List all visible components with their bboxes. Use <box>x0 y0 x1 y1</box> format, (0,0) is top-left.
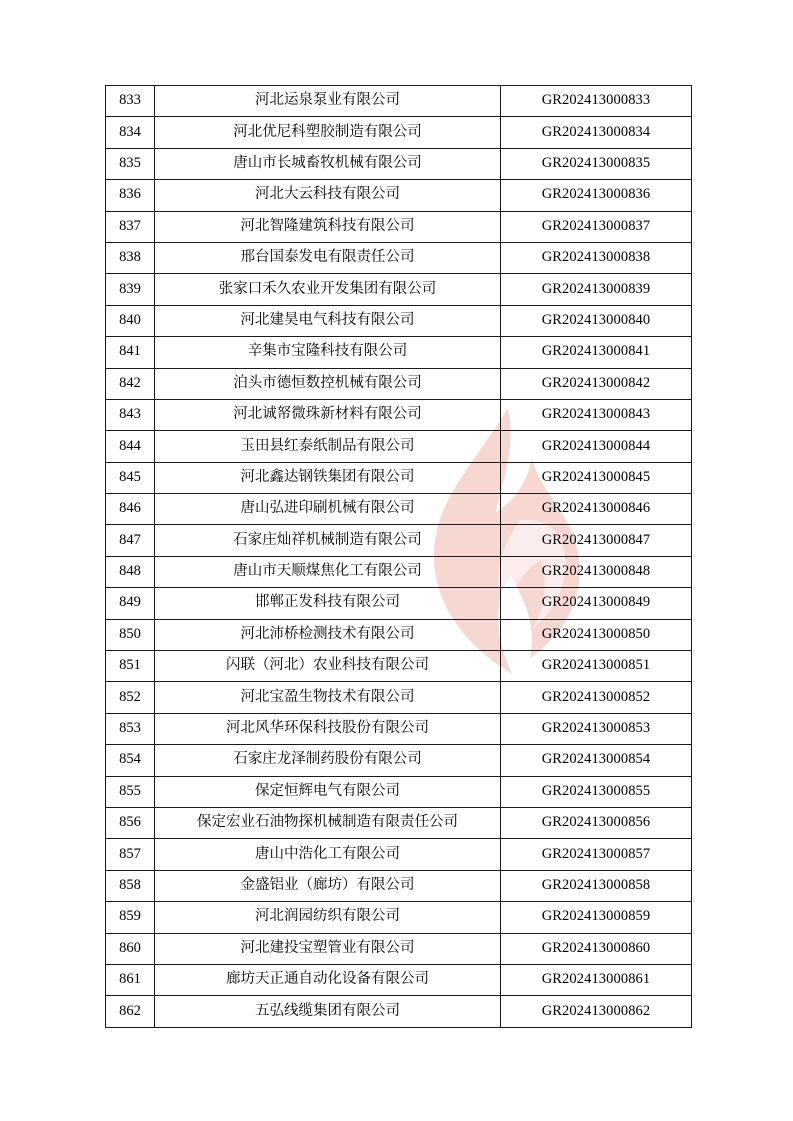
table-row <box>106 933 692 964</box>
row-company-name: 河北智隆建筑科技有限公司 <box>155 211 501 242</box>
row-certificate-number: GR202413000844 <box>501 431 692 462</box>
row-certificate-number: GR202413000856 <box>501 807 692 838</box>
row-index: 836 <box>106 180 155 211</box>
row-certificate-number: GR202413000834 <box>501 117 692 148</box>
table-row <box>106 776 692 807</box>
table-row <box>106 431 692 462</box>
row-company-name: 河北诚帑微珠新材料有限公司 <box>155 399 501 430</box>
row-company-name: 唐山弘进印刷机械有限公司 <box>155 494 501 525</box>
table-body <box>106 86 692 1028</box>
table-row <box>106 399 692 430</box>
row-company-name: 玉田县红泰纸制品有限公司 <box>155 431 501 462</box>
row-index: 843 <box>106 399 155 430</box>
row-certificate-number: GR202413000840 <box>501 305 692 336</box>
row-index: 834 <box>106 117 155 148</box>
row-company-name: 河北优尼科塑胶制造有限公司 <box>155 117 501 148</box>
row-certificate-number: GR202413000851 <box>501 651 692 682</box>
row-company-name: 保定宏业石油物探机械制造有限责任公司 <box>155 807 501 838</box>
table-row <box>106 807 692 838</box>
row-certificate-number: GR202413000836 <box>501 180 692 211</box>
row-company-name: 邯郸正发科技有限公司 <box>155 588 501 619</box>
row-certificate-number: GR202413000849 <box>501 588 692 619</box>
table-row <box>106 682 692 713</box>
row-certificate-number: GR202413000858 <box>501 870 692 901</box>
row-index: 853 <box>106 713 155 744</box>
row-certificate-number: GR202413000847 <box>501 525 692 556</box>
table-row <box>106 902 692 933</box>
row-company-name: 廊坊天正通自动化设备有限公司 <box>155 964 501 995</box>
table-row <box>106 462 692 493</box>
row-certificate-number: GR202413000837 <box>501 211 692 242</box>
row-certificate-number: GR202413000861 <box>501 964 692 995</box>
row-company-name: 河北建投宝塑管业有限公司 <box>155 933 501 964</box>
row-index: 844 <box>106 431 155 462</box>
row-certificate-number: GR202413000853 <box>501 713 692 744</box>
row-certificate-number: GR202413000859 <box>501 902 692 933</box>
row-index: 860 <box>106 933 155 964</box>
certificate-table <box>105 85 692 1028</box>
row-index: 848 <box>106 556 155 587</box>
row-company-name: 五弘线缆集团有限公司 <box>155 996 501 1027</box>
row-company-name: 河北鑫达钢铁集团有限公司 <box>155 462 501 493</box>
row-index: 859 <box>106 902 155 933</box>
row-certificate-number: GR202413000848 <box>501 556 692 587</box>
table-row <box>106 713 692 744</box>
row-company-name: 邢台国泰发电有限责任公司 <box>155 242 501 273</box>
row-index: 847 <box>106 525 155 556</box>
row-index: 841 <box>106 337 155 368</box>
row-index: 857 <box>106 839 155 870</box>
table-row <box>106 148 692 179</box>
row-index: 852 <box>106 682 155 713</box>
table-row <box>106 839 692 870</box>
row-company-name: 石家庄灿祥机械制造有限公司 <box>155 525 501 556</box>
row-certificate-number: GR202413000833 <box>501 86 692 117</box>
row-index: 833 <box>106 86 155 117</box>
row-company-name: 唐山市天顺煤焦化工有限公司 <box>155 556 501 587</box>
row-index: 855 <box>106 776 155 807</box>
row-company-name: 闪联（河北）农业科技有限公司 <box>155 651 501 682</box>
row-certificate-number: GR202413000838 <box>501 242 692 273</box>
row-index: 849 <box>106 588 155 619</box>
row-certificate-number: GR202413000854 <box>501 745 692 776</box>
table-row <box>106 117 692 148</box>
row-company-name: 河北沛桥检测技术有限公司 <box>155 619 501 650</box>
row-index: 862 <box>106 996 155 1027</box>
table-row <box>106 337 692 368</box>
row-index: 861 <box>106 964 155 995</box>
row-index: 845 <box>106 462 155 493</box>
table-row <box>106 870 692 901</box>
row-index: 856 <box>106 807 155 838</box>
table-row <box>106 556 692 587</box>
table-row <box>106 180 692 211</box>
row-company-name: 金盛铝业（廊坊）有限公司 <box>155 870 501 901</box>
row-index: 838 <box>106 242 155 273</box>
row-company-name: 河北风华环保科技股份有限公司 <box>155 713 501 744</box>
row-company-name: 河北大云科技有限公司 <box>155 180 501 211</box>
row-certificate-number: GR202413000852 <box>501 682 692 713</box>
row-index: 851 <box>106 651 155 682</box>
row-company-name: 石家庄龙泽制药股份有限公司 <box>155 745 501 776</box>
row-company-name: 辛集市宝隆科技有限公司 <box>155 337 501 368</box>
row-certificate-number: GR202413000850 <box>501 619 692 650</box>
table-row <box>106 211 692 242</box>
row-index: 854 <box>106 745 155 776</box>
table-row <box>106 274 692 305</box>
row-certificate-number: GR202413000855 <box>501 776 692 807</box>
row-index: 846 <box>106 494 155 525</box>
row-index: 858 <box>106 870 155 901</box>
row-certificate-number: GR202413000862 <box>501 996 692 1027</box>
row-certificate-number: GR202413000846 <box>501 494 692 525</box>
row-company-name: 河北建昊电气科技有限公司 <box>155 305 501 336</box>
row-index: 850 <box>106 619 155 650</box>
table-row <box>106 86 692 117</box>
row-company-name: 唐山市长城畜牧机械有限公司 <box>155 148 501 179</box>
row-company-name: 河北润园纺织有限公司 <box>155 902 501 933</box>
table-row <box>106 525 692 556</box>
row-company-name: 保定恒辉电气有限公司 <box>155 776 501 807</box>
row-company-name: 张家口禾久农业开发集团有限公司 <box>155 274 501 305</box>
row-certificate-number: GR202413000841 <box>501 337 692 368</box>
row-index: 839 <box>106 274 155 305</box>
row-index: 835 <box>106 148 155 179</box>
row-company-name: 唐山中浩化工有限公司 <box>155 839 501 870</box>
row-company-name: 河北运泉泵业有限公司 <box>155 86 501 117</box>
table-row <box>106 651 692 682</box>
table-row <box>106 964 692 995</box>
row-certificate-number: GR202413000839 <box>501 274 692 305</box>
table-row <box>106 242 692 273</box>
row-certificate-number: GR202413000860 <box>501 933 692 964</box>
row-company-name: 泊头市德恒数控机械有限公司 <box>155 368 501 399</box>
row-certificate-number: GR202413000845 <box>501 462 692 493</box>
table-row <box>106 588 692 619</box>
row-index: 837 <box>106 211 155 242</box>
row-certificate-number: GR202413000835 <box>501 148 692 179</box>
row-certificate-number: GR202413000842 <box>501 368 692 399</box>
table-row <box>106 619 692 650</box>
row-certificate-number: GR202413000843 <box>501 399 692 430</box>
table-row <box>106 305 692 336</box>
row-company-name: 河北宝盈生物技术有限公司 <box>155 682 501 713</box>
table-row <box>106 745 692 776</box>
table-row <box>106 996 692 1027</box>
row-index: 840 <box>106 305 155 336</box>
table-row <box>106 494 692 525</box>
row-index: 842 <box>106 368 155 399</box>
row-certificate-number: GR202413000857 <box>501 839 692 870</box>
table-row <box>106 368 692 399</box>
